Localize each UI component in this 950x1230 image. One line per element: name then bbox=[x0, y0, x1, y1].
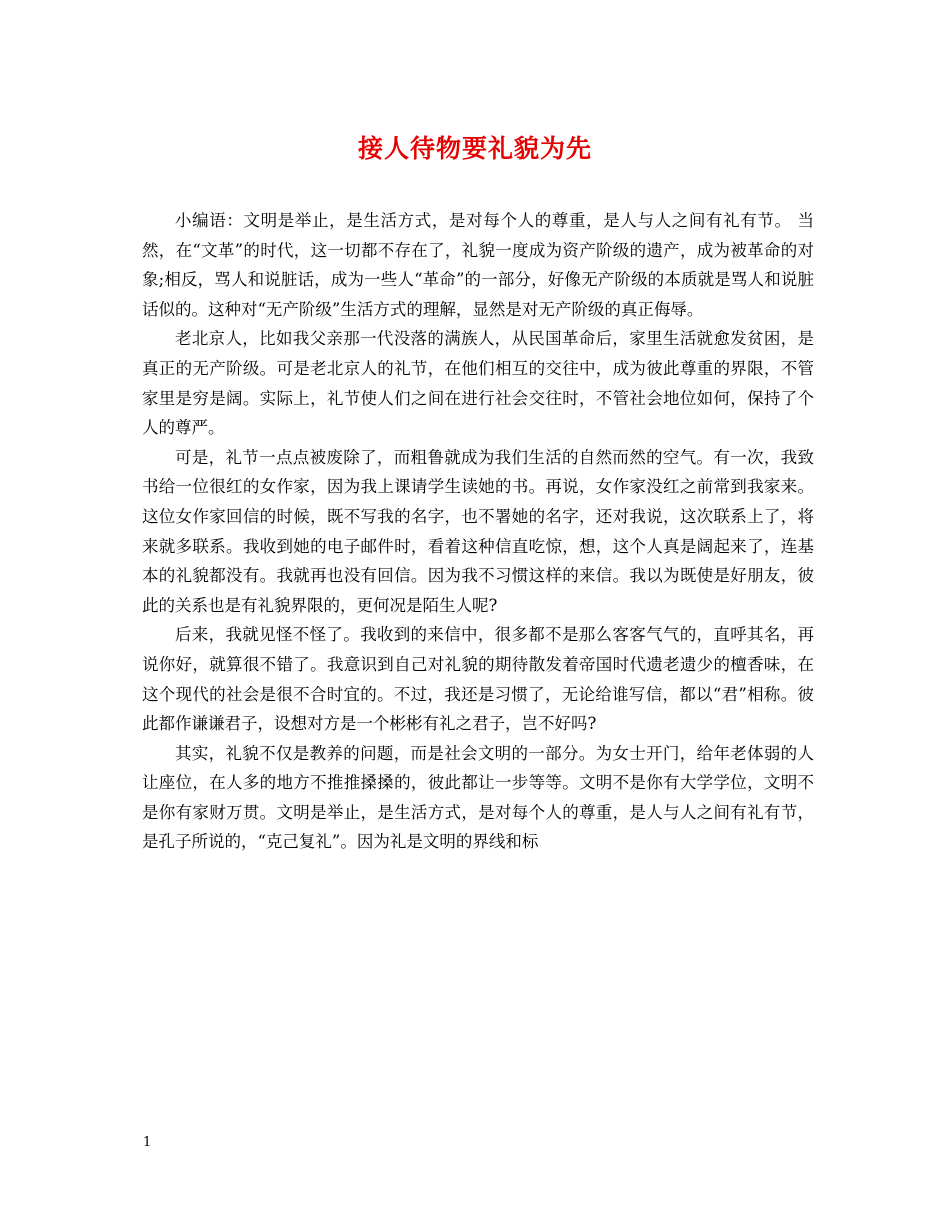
document-body bbox=[142, 206, 814, 857]
paragraph-5: 其实，礼貌不仅是教养的问题，而是社会文明的一部分。为女士开门，给年老体弱的人让座位，在人多的地方不推推搡搡的，彼此都让一步等等。文明不是你有大学学位，文明不是你有家财万贯。文明是举止，是生活方式，是对每个人的尊重，是人与人之间有礼有节，是孔子所说的，“克己复礼”。因为礼是文明的界线和标 bbox=[142, 743, 814, 852]
paragraph-3: 可是，礼节一点点被废除了，而粗鲁就成为我们生活的自然而然的空气。有一次，我致书给一位很红的女作家，因为我上课请学生读她的书。再说，女作家没红之前常到我家来。这位女作家回信的时候，既不写我的名字，也不署她的名字，还对我说，这次联系上了，将来就多联系。我收到她的电子邮件时，看着这种信直吃惊，想，这个人真是阔起来了，连基本的礼貌都没有。我就再也没有回信。因为我不习惯这样的来信。我以为既使是好朋友，彼此的关系也是有礼貌界限的，更何况是陌生人呢? bbox=[142, 447, 814, 615]
paragraph-4: 后来，我就见怪不怪了。我收到的来信中，很多都不是那么客客气气的，直呼其名，再说你好，就算很不错了。我意识到自己对礼貌的期待散发着帝国时代遗老遗少的檀香味，在这个现代的社会是很不合时宜的。不过，我还是习惯了，无论给谁写信，都以“君”相称。彼此都作谦谦君子，设想对方是一个彬彬有礼之君子，岂不好吗? bbox=[142, 625, 814, 734]
paragraph-1: 小编语：文明是举止，是生活方式，是对每个人的尊重，是人与人之间有礼有节。 当然，在“文革”的时代，这一切都不存在了，礼貌一度成为资产阶级的遗产，成为被革命的对象;相反，骂人和说脏话，成为一些人“革命”的一部分，好像无产阶级的本质就是骂人和说脏话似的。这种对“无产阶级”生活方式的理解，显然是对无产阶级的真正侮辱。 bbox=[142, 211, 814, 319]
page-number: 1 bbox=[143, 1135, 152, 1150]
document-title: 接人待物要礼貌为先 bbox=[357, 134, 592, 163]
paragraph-2: 老北京人，比如我父亲那一代没落的满族人，从民国革命后，家里生活就愈发贫困，是真正的无产阶级。可是老北京人的礼节，在他们相互的交往中，成为彼此尊重的界限，不管家里是穷是阔。实际上，礼节使人们之间在进行社会交往时，不管社会地位如何，保持了个人的尊严。 bbox=[142, 329, 814, 438]
